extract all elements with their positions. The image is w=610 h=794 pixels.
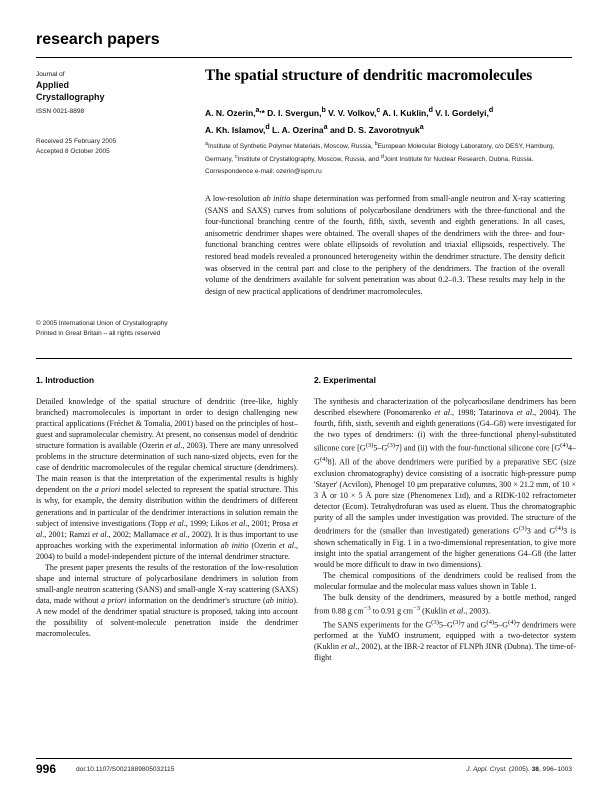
affil-mark: c	[234, 154, 238, 161]
exp-paragraph-2: The chemical compositions of the dendrimers could be realised from the molecular formulae and the molecular mass values shown in Table 1.	[314, 570, 576, 591]
italic-text: et al	[449, 606, 464, 616]
superscript: (4)	[555, 524, 564, 532]
affil-mark: b	[321, 106, 326, 114]
italic-text: et al	[171, 529, 186, 539]
journal-block	[36, 70, 186, 115]
journal-name-line2: Crystallography	[36, 92, 105, 102]
body-text: 5–G	[373, 443, 388, 453]
body-text: ., 1999; Likos	[183, 518, 232, 528]
body-text: ., 2002). It is thus important to use approaches working with the experimental information	[36, 529, 298, 550]
issn: ISSN 0021-8898	[36, 108, 85, 115]
italic-text: et al	[92, 529, 107, 539]
body-text: 5–G	[438, 620, 453, 630]
introduction-heading: 1. Introduction	[36, 375, 95, 385]
body-text: ., 2004). The fourth, fifth, sixth, seventh and eighth generations (G4–G8) were investigated for the two types of dendrimers: (i) with the three-functional phenyl-substituted silicone core [G	[314, 408, 576, 453]
author-name: and D. S. Zavorotnyuk	[327, 124, 420, 135]
italic-text: et al	[434, 408, 450, 418]
received-date: Received 25 February 2005	[36, 138, 117, 145]
abstract-text: A low-resolution	[205, 194, 263, 203]
affiliation-text: Institute of Crystallography, Moscow, Russia, and	[237, 156, 381, 164]
affil-mark: a,	[255, 106, 262, 114]
column-left	[36, 369, 298, 639]
exp-paragraph-4	[314, 617, 576, 664]
author-name: L. A. Ozerina	[269, 124, 324, 135]
copyright-line1: © 2005 International Union of Crystallography	[36, 320, 168, 327]
superscript: (4)	[508, 618, 516, 626]
body-text: The synthesis and characterization of the polycarbosilane dendrimers has been described elsewhere (Ponomarenko	[314, 397, 576, 418]
affiliation-text: European Molecular Biology Laboratory, c/o DESY, Hamburg, Germany,	[205, 143, 555, 164]
corresponding-mark: *	[261, 107, 265, 118]
exp-paragraph-1	[314, 396, 576, 570]
accepted-date: Accepted 8 October 2005	[36, 147, 110, 155]
article-dates	[36, 137, 186, 156]
italic-text: et al	[231, 518, 246, 528]
body-text: 5–G	[494, 620, 509, 630]
article-title: The spatial structure of dendritic macromolecules	[205, 67, 533, 84]
body-text: 8]. All of the above dendrimers were purified by a preparative SEC (size exclusion chromatography) device consisting of a isocratic high-pressure pump 'Stayer' (Acvilon), Phenogel 10 μm preparative columns, 300 × 21.2 mm, of 10 × 3 Å or 10 × 5 Å pore size (Phenomenex Ltd), and a RIDK-102 refractometer detector (Ecom). Tetrahydrofuran was used as eluent. Thus the chromatographic purity of all the samples under investigation was provided. The structure of the dendrimers for the (smaller than investigated) generations G	[314, 457, 576, 536]
affil-mark: a	[323, 122, 328, 131]
superscript: (3)	[518, 524, 527, 532]
body-text: 7] and (ii) with the four-functional silicone core [G	[395, 443, 561, 453]
body-text: 7 dendrimers were performed at the YuMO instrument, equipped with a two-detector system (Kuklin	[314, 620, 576, 652]
affiliations	[205, 139, 575, 177]
affil-mark: c	[376, 106, 381, 114]
body-text: to 0.91 g cm	[370, 606, 413, 616]
body-text: The bulk density of the dendrimers, measured by a bottle method, ranged from 0.88 g cm	[314, 592, 576, 616]
italic-text: a priori	[100, 595, 127, 605]
superscript: −3	[363, 604, 371, 612]
column-right	[314, 369, 576, 663]
intro-paragraph-2	[36, 562, 298, 639]
italic-text: et al	[341, 642, 356, 652]
body-text: 4–G	[314, 443, 576, 467]
italic-text: et al	[278, 540, 294, 550]
italic-text: et al	[36, 518, 298, 539]
body-text: ., 2001; Prosa	[245, 518, 293, 528]
author-line-2	[205, 120, 575, 137]
citation-volume: 38	[531, 766, 539, 773]
body-text: ., 2001; Ramzi	[42, 529, 93, 539]
affil-mark: d	[380, 154, 384, 161]
author-name: V. V. Volkov,	[325, 107, 377, 118]
affil-mark: b	[374, 141, 378, 147]
superscript: (4)	[486, 618, 495, 626]
affil-mark: a	[205, 141, 209, 147]
intro-paragraph-1	[36, 396, 298, 562]
body-text: (Ozerin	[248, 540, 279, 550]
superscript: (3)	[387, 442, 396, 450]
citation-pages: , 996–1003	[538, 766, 572, 773]
affiliation-text: Joint Institute for Nuclear Research, Dubna, Russia. Correspondence e-mail: ozerin@ispm.ru	[205, 156, 534, 175]
body-text: ., 1998; Tatarinova	[449, 408, 517, 418]
body-text: ., 2003).	[463, 606, 491, 616]
italic-text: a priori	[94, 485, 121, 495]
body-text: model selected to represent the spatial structure. This is why, for example, the density distribution within the dendrimers of different generations and in particular of the dendrimer interactions in solution remain the subject of intensive investigations (Topp	[36, 485, 299, 528]
body-text: ). A new model of the dendrimer spatial structure is proposed, taking into account the possibility of solvent-molecule penetration inside the dendrimer macromolecules.	[36, 595, 298, 639]
header-rule	[36, 57, 572, 58]
italic-text: et al	[166, 441, 181, 451]
author-name: D. I. Svergun,	[264, 107, 322, 118]
body-text: ., 2003). There are many unresolved problems in the structure determination of such nano-sized objects, even for the case of dendritic macromolecules of the regular chemical structure (dendrimers). The main reason is that the interpretation of the experimental results is highly dependent on the	[36, 441, 298, 495]
copyright-line2: Printed in Great Britain – all rights reserved	[36, 329, 161, 337]
author-name: A. I. Kuklin,	[380, 107, 429, 118]
author-line-1	[205, 103, 575, 120]
experimental-heading: 2. Experimental	[314, 375, 376, 385]
superscript: (3)	[431, 618, 439, 626]
abstract-italic: ab initio	[262, 194, 291, 203]
affil-mark: d	[488, 106, 494, 114]
abstract-rule	[36, 358, 572, 359]
affiliation-text: Institute of Synthetic Polymer Materials, Moscow, Russia,	[208, 143, 375, 151]
journal-name-line1: Applied	[36, 80, 69, 90]
affil-mark: d	[265, 122, 270, 131]
citation-year: (2005).	[507, 766, 532, 773]
journal-abbrev: J. Appl. Cryst.	[466, 766, 508, 773]
affil-mark: a	[419, 122, 424, 131]
italic-text: ab initio	[265, 595, 294, 605]
body-text: 3 and G	[526, 526, 556, 536]
body-text: 7 and G	[460, 620, 487, 630]
footer-rule	[36, 758, 572, 759]
italic-text: ab initio	[220, 540, 249, 550]
body-text: ., 2004) to build a model-independent picture of the internal dendrimer structure.	[36, 540, 298, 561]
abstract-text: shape determination was performed from small-angle neutron and X-ray scattering (SANS and SAXS) curves from solutions of polycarbosilane dendrimers with the three-functional and the four-functional branching centre of the fourth, fifth, sixth, seventh and eighth generations. In all cases, anisometric dendrimer shapes were obtained. The overall shapes of the dendrimers with the three- and four-functional branching centres were oblate ellipsoids of revolution and triaxial ellipsoids, respectively. The restored bead models revealed a pronounced heterogeneity within the dendrimer structure. The density deficit was observed in the central part and close to the periphery of the dendrimers. The fraction of the overall volume of the dendrimers available for solvent penetration was about 0.2–0.3. These results may help in the design of new practical applications of dendrimer macromolecules.	[205, 194, 565, 296]
body-text: ., 2002; Mallamace	[106, 529, 172, 539]
section-title: research papers	[36, 31, 160, 48]
exp-paragraph-3	[314, 592, 576, 617]
author-name: A. N. Ozerin,	[205, 107, 256, 118]
journal-citation	[466, 766, 572, 773]
page-footer	[36, 762, 572, 778]
affil-mark: d	[428, 106, 433, 114]
abstract	[205, 193, 565, 297]
author-name: A. Kh. Islamov,	[205, 124, 266, 135]
superscript: −3	[413, 604, 421, 612]
body-text: 3 is shown schematically in Fig. 1 in a two-dimensional representation, to give more insight into the spatial arrangement of the higher generations G4–G8 (the latter would be more difficult to draw in two dimensions).	[314, 526, 576, 569]
doi-link[interactable]: doi:10.1107/S0021889805032115	[76, 766, 175, 773]
italic-text: et al	[516, 408, 533, 418]
author-name: V. I. Gordelyi,	[432, 107, 489, 118]
italic-text: et al	[169, 518, 184, 528]
page-number: 996	[36, 762, 57, 776]
body-text: Detailed knowledge of the spatial structure of dendritic (tree-like, highly branched) macromolecules is important in order to design challenging new practical applications (Fréchet & Tomalia, 2001) based on the principles of host–guest and supramolecular chemistry. At present, no consensus model of dendritic structure formation is available (Ozerin	[36, 397, 298, 451]
superscript: (3)	[365, 442, 374, 450]
body-text: The present paper presents the results of the restoration of the low-resolution shape and internal structure of polycarbosilane dendrimers in solution from small-angle neutron scattering (SANS) and small-angle X-ray scattering (SAXS) data, made without	[36, 562, 298, 605]
author-list	[205, 103, 575, 137]
body-text: (Kuklin	[420, 606, 450, 616]
body-text: ., 2002), at the IBR-2 reactor of FLNPh JINR (Dubna). The time-of-flight	[314, 642, 577, 663]
body-text: information on the dendrimer's structure (	[126, 595, 266, 605]
journal-of-label: Journal of	[36, 71, 65, 78]
superscript: (4)	[319, 455, 328, 463]
copyright-notice	[36, 319, 206, 338]
body-text: The SANS experiments for the G	[323, 620, 432, 630]
superscript: (3)	[452, 618, 461, 626]
superscript: (4)	[560, 442, 568, 450]
